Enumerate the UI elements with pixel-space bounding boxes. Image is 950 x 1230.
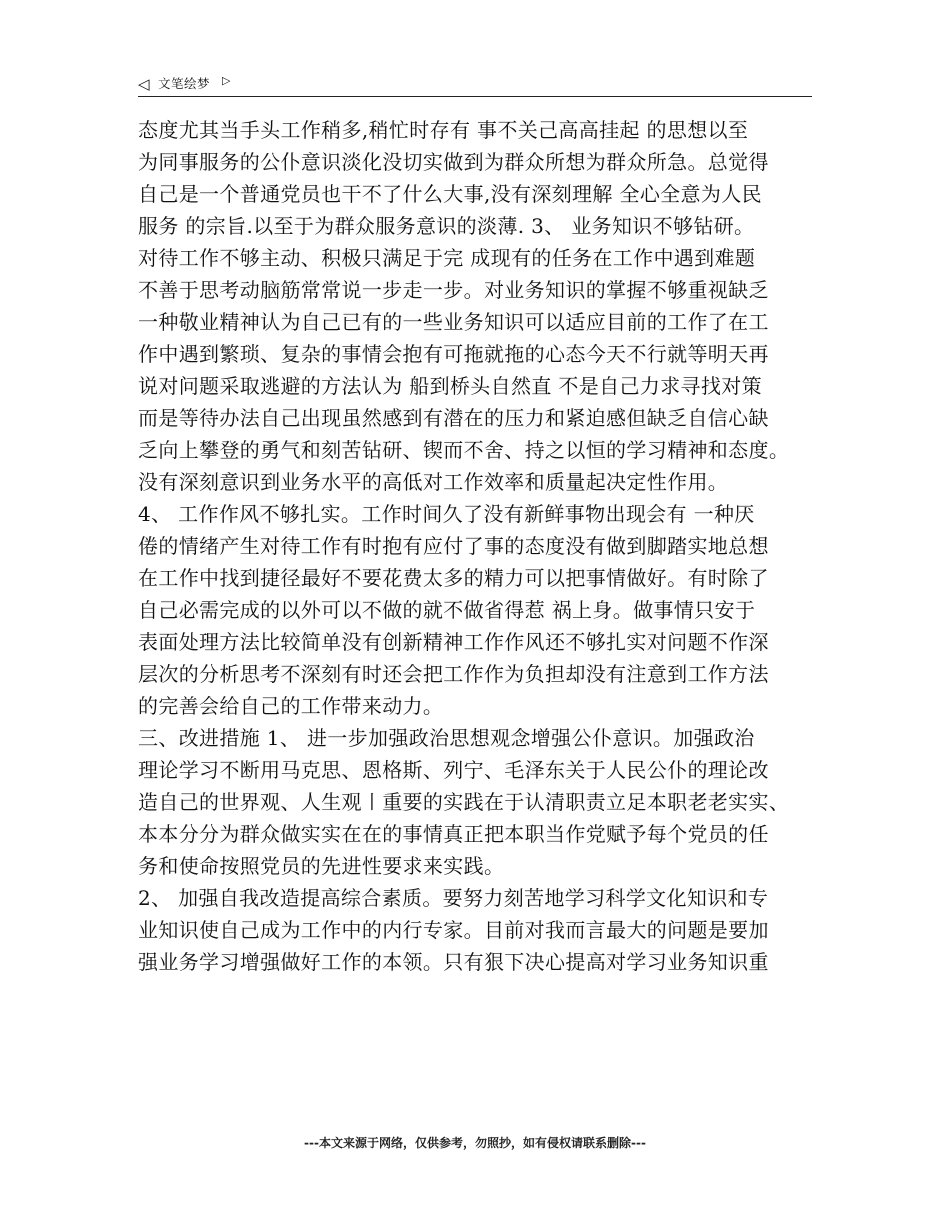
text-line: 不善于思考动脑筋常常说一步走一步。对业务知识的掌握不够重视缺乏: [138, 278, 769, 302]
text-line: 说对问题采取逃避的方法认为 船到桥头自然直 不是自己力求寻找对策: [138, 374, 762, 398]
text-line: 三、改进措施 1、 进一步加强政治思想观念增强公仆意识。加强政治: [138, 726, 755, 750]
text-line: 态度尤其当手头工作稍多,稍忙时存有 事不关己高高挂起 的思想以至: [138, 118, 749, 142]
text-line: 2、 加强自我改造提高综合素质。要努力刻苦地学习科学文化知识和专: [138, 886, 769, 910]
text-line: 层次的分析思考不深刻有时还会把工作作为负担却没有注意到工作方法: [138, 662, 769, 686]
text-line: 作中遇到繁琐、复杂的事情会抱有可拖就拖的心态今天不行就等明天再: [138, 342, 769, 366]
text-line: 业知识使自己成为工作中的内行专家。目前对我而言最大的问题是要加: [138, 918, 769, 942]
text-line: 强业务学习增强做好工作的本领。只有狠下决心提高对学习业务知识重: [138, 950, 769, 974]
header-brand: 文笔绘梦: [158, 76, 211, 91]
text-line: 自己必需完成的以外可以不做的就不做省得惹 祸上身。做事情只安于: [138, 598, 756, 622]
text-line: 自己是一个普通党员也干不了什么大事,没有深刻理解 全心全意为人民: [138, 182, 762, 206]
footer-notice: ---本文来源于网络，仅供参考，勿照抄，如有侵权请联系删除---: [304, 1136, 646, 1150]
page-header: [138, 72, 812, 97]
text-line: 表面处理方法比较简单没有创新精神工作作风还不够扎实对问题不作深: [138, 630, 769, 654]
text-line: 本本分分为群众做实实在在的事情真正把本职当作党赋予每个党员的任: [138, 822, 769, 846]
text-line: 在工作中找到捷径最好不要花费太多的精力可以把事情做好。有时除了: [138, 566, 769, 590]
text-line: 乏向上攀登的勇气和刻苦钻研、锲而不舍、持之以恒的学习精神和态度。: [138, 438, 790, 462]
text-line: 倦的情绪产生对待工作有时抱有应付了事的态度没有做到脚踏实地总想: [138, 534, 769, 558]
text-line: 务和使命按照党员的先进性要求来实践。: [138, 854, 505, 878]
text-line: 为同事服务的公仆意识淡化没切实做到为群众所想为群众所急。总觉得: [138, 150, 769, 174]
document-body: [138, 114, 828, 978]
text-line: 对待工作不够主动、积极只满足于完 成现有的任务在工作中遇到难题: [138, 246, 756, 270]
text-line: 造自己的世界观、人生观〡重要的实践在于认清职责立足本职老老实实、: [138, 790, 790, 814]
text-line: 理论学习不断用马克思、恩格斯、列宁、毛泽东关于人民公仆的理论改: [138, 758, 769, 782]
text-line: 而是等待办法自己出现虽然感到有潜在的压力和紧迫感但缺乏自信心缺: [138, 406, 769, 430]
triangle-right-icon: ▷: [222, 74, 231, 87]
text-line: 没有深刻意识到业务水平的高低对工作效率和质量起决定性作用。: [138, 470, 729, 494]
text-line: 一种敬业精神认为自己已有的一些业务知识可以适应目前的工作了在工: [138, 310, 769, 334]
triangle-left-icon: ◁: [138, 75, 150, 93]
text-line: 的完善会给自己的工作带来动力。: [138, 694, 444, 718]
text-line: 4、 工作作风不够扎实。工作时间久了没有新鲜事物出现会有 一种厌: [138, 502, 755, 526]
text-line: 服务 的宗旨.以至于为群众服务意识的淡薄. 3、 业务知识不够钻研。: [138, 214, 755, 238]
